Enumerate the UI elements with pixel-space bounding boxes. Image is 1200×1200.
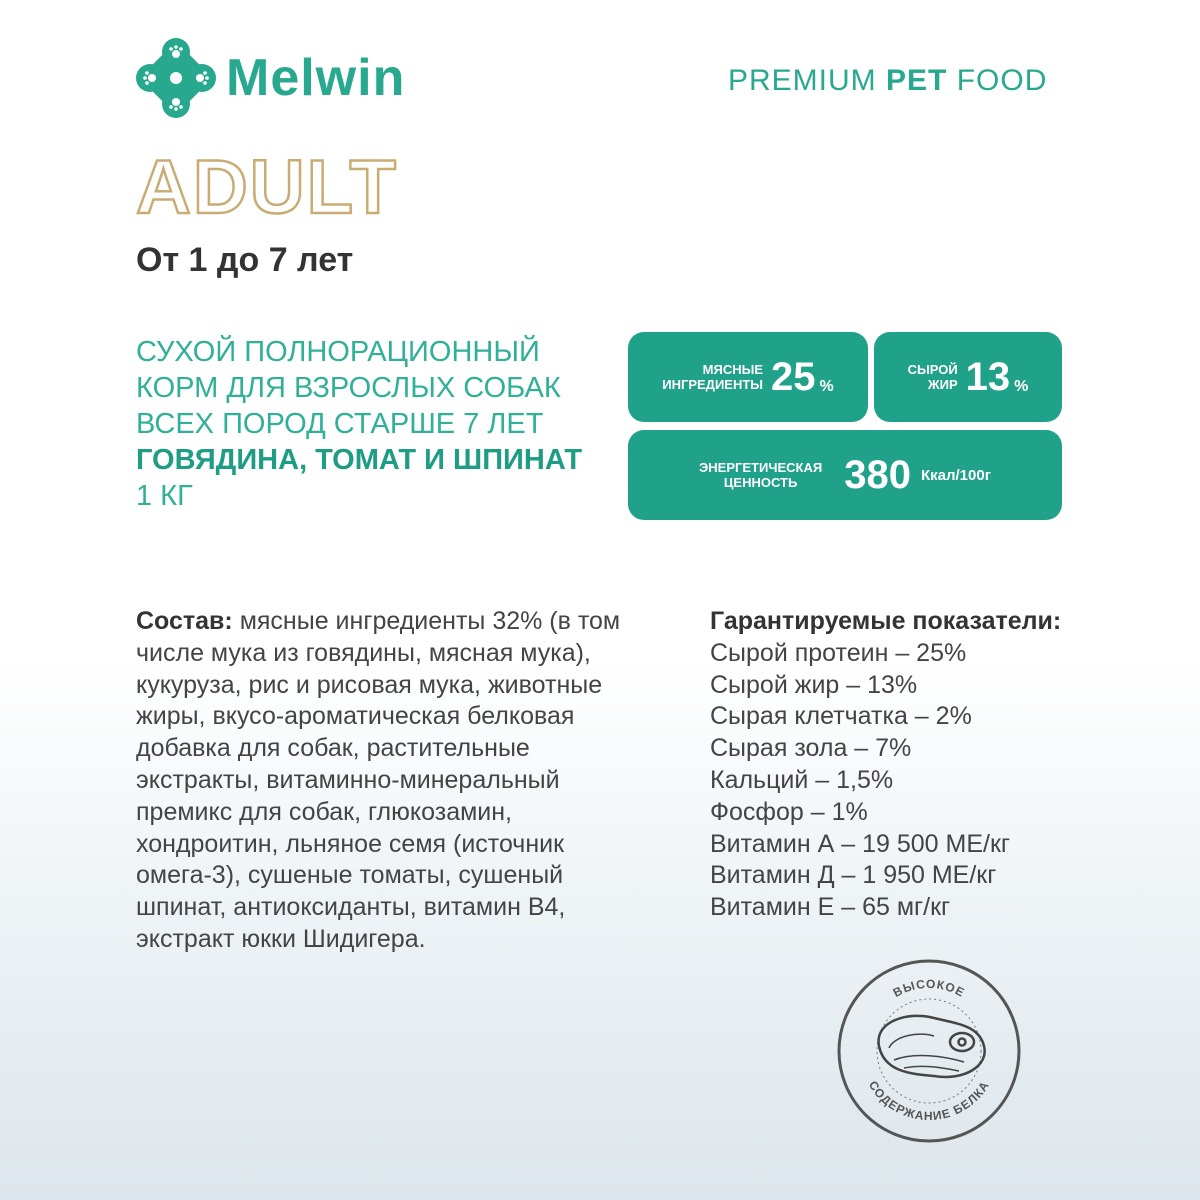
brand-logo-icon: [136, 38, 216, 118]
meat-steak-icon: [879, 1016, 985, 1077]
energy-badge-value: 380: [844, 453, 911, 497]
energy-badge-label: [699, 460, 822, 490]
stamp-bottom-text: СОДЕРЖАНИЕ БЕЛКА: [865, 1078, 993, 1124]
meat-label-line-2: ИНГРЕДИЕНТЫ: [662, 377, 764, 392]
composition-label: Состав:: [136, 607, 233, 635]
guaranteed-item: Витамин Д – 1 950 МЕ/кг: [710, 861, 997, 890]
fat-badge-unit: %: [1014, 378, 1029, 395]
energy-label-line-1: ЭНЕРГЕТИЧЕСКАЯ: [699, 460, 823, 475]
composition-block: [136, 606, 656, 956]
product-line-title: ADULT: [136, 145, 398, 230]
guaranteed-item: Фосфор – 1%: [710, 797, 868, 826]
meat-badge-unit: %: [819, 378, 834, 395]
energy-value-badge: [628, 430, 1062, 520]
fat-label-line-1: СЫРОЙ: [907, 362, 958, 377]
energy-label-line-2: ЦЕННОСТЬ: [723, 475, 798, 490]
guaranteed-item: Сырой жир – 13%: [710, 670, 918, 699]
tagline-premium: PREMIUM: [728, 64, 877, 97]
guaranteed-item: Сырая клетчатка – 2%: [710, 702, 972, 731]
meat-ingredients-badge: [628, 332, 868, 422]
stamp-top-text: ВЫСОКОЕ: [890, 976, 968, 1000]
svg-text:СОДЕРЖАНИЕ БЕЛКА: [866, 1078, 992, 1123]
guaranteed-item: Витамин Е – 65 мг/кг: [710, 893, 951, 922]
composition-text: мясные ингредиенты 32% (в том числе мука из говядины, мясная мука), кукуруза, рис и рисовая мука, животные жиры, вкусо-ароматическая белковая добавка для собак, растительные экстракты, витаминно-минеральный премикс для собак, глюкозамин, хондроитин, льняное семя (источник омега-3), сушеные томаты, сушеный шпинат, антиоксиданты, витамин В4, экстракт юкки Шидигера.: [136, 607, 621, 953]
guaranteed-analysis: [710, 606, 1130, 924]
fat-label-line-2: ЖИР: [927, 377, 958, 392]
guaranteed-item: Сырая зола – 7%: [710, 734, 912, 763]
meat-label-line-1: МЯСНЫЕ: [702, 362, 764, 377]
tagline: [728, 64, 1047, 98]
fat-badge-label: [908, 362, 958, 392]
energy-badge-unit: Ккал/100г: [920, 466, 991, 484]
high-protein-stamp: [834, 956, 1024, 1146]
age-range: От 1 до 7 лет: [136, 241, 354, 279]
tagline-pet: PET: [886, 64, 948, 97]
product-weight: 1 КГ: [136, 480, 193, 512]
tagline-food: FOOD: [956, 64, 1048, 97]
guaranteed-item: Кальций – 1,5%: [710, 765, 894, 794]
crude-fat-badge: [874, 332, 1062, 422]
guaranteed-item: Витамин А – 19 500 МЕ/кг: [710, 829, 1010, 858]
description-line-3: ВСЕХ ПОРОД СТАРШЕ 7 ЛЕТ: [136, 408, 544, 440]
fat-badge-value: 13: [965, 355, 1011, 399]
brand-name: Melwin: [226, 49, 406, 107]
description-line-1: СУХОЙ ПОЛНОРАЦИОННЫЙ: [136, 336, 540, 368]
meat-badge-label: [662, 362, 763, 392]
meat-badge-value: 25: [771, 355, 816, 399]
description-line-2: КОРМ ДЛЯ ВЗРОСЛЫХ СОБАК: [136, 372, 561, 404]
svg-text:ВЫСОКОЕ: [891, 977, 968, 1000]
product-description: [136, 334, 606, 514]
guaranteed-title: Гарантируемые показатели:: [710, 607, 1062, 635]
guaranteed-item: Сырой протеин – 25%: [710, 638, 967, 667]
product-flavor: ГОВЯДИНА, ТОМАТ И ШПИНАТ: [136, 444, 583, 476]
